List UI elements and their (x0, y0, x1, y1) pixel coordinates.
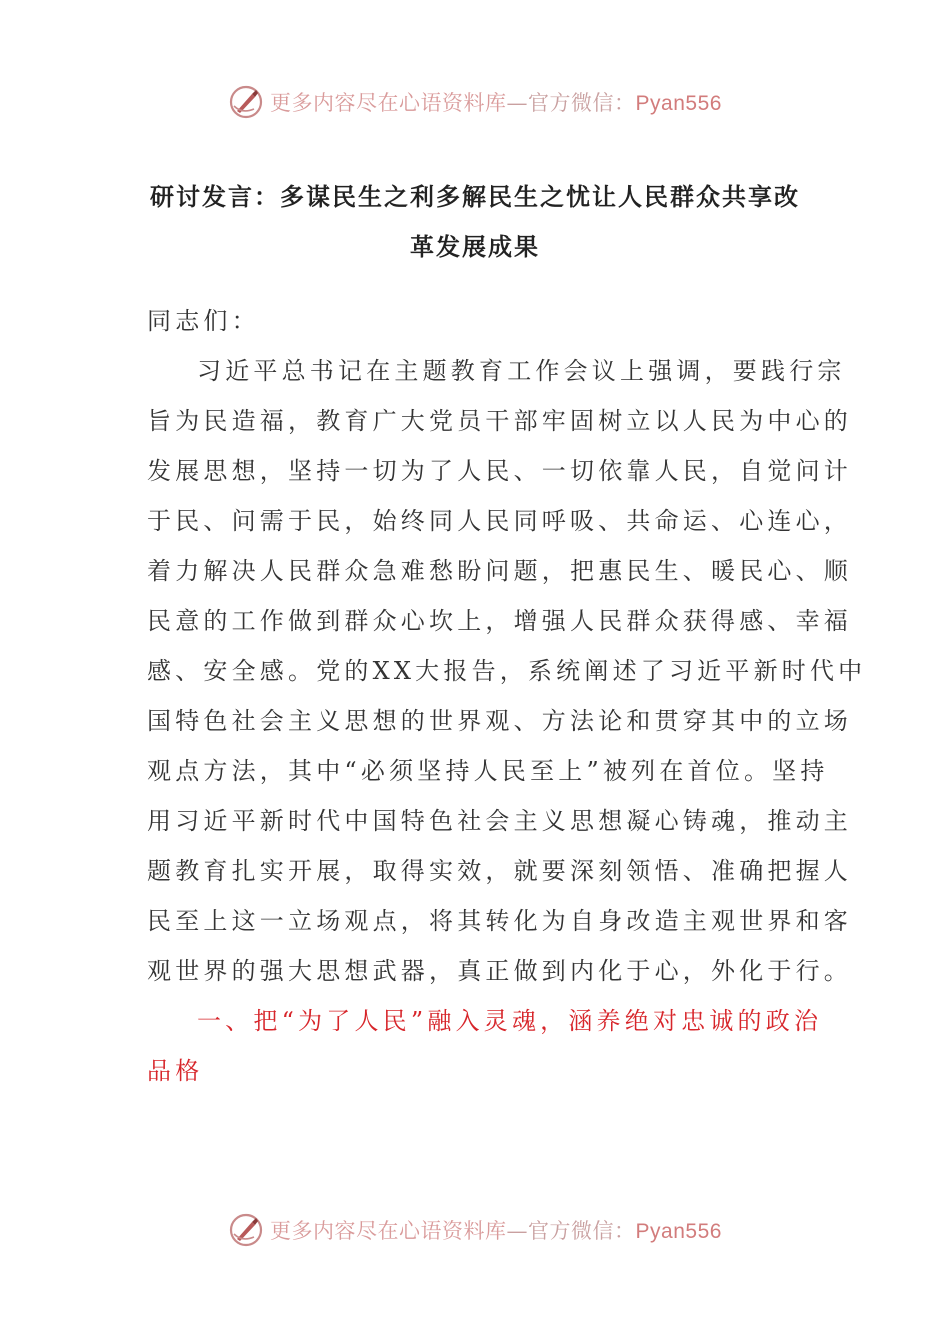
wechat-id: Pyan556 (635, 92, 722, 115)
footer-banner (0, 1210, 950, 1250)
paragraph-line: 发展思想，坚持一切为了人民、一切依靠人民，自觉问计 (147, 457, 852, 485)
paragraph-line: 民意的工作做到群众心坎上，增强人民群众获得感、幸福 (147, 607, 852, 635)
paragraph-line: 于民、问需于民，始终同人民同呼吸、共命运、心连心， (147, 507, 852, 535)
wechat-id: Pyan556 (635, 1220, 722, 1243)
paragraph-line: 习近平总书记在主题教育工作会议上强调，要践行宗 (197, 357, 846, 385)
section-heading-line-2: 品格 (147, 1057, 204, 1085)
brand-text: 更多内容尽在心语资料库 (270, 91, 507, 115)
banner-text (270, 87, 722, 117)
wechat-label: 官方微信： (528, 91, 636, 115)
header-banner (0, 82, 950, 122)
section-heading-line-1: 一、把“为了人民”融入灵魂，涵养绝对忠诚的政治 (197, 1007, 823, 1035)
banner-separator: — (506, 1219, 529, 1243)
pen-logo-icon (228, 84, 264, 120)
paragraph-line: 民至上这一立场观点，将其转化为自身改造主观世界和客 (147, 907, 852, 935)
banner-separator: — (506, 91, 529, 115)
document-title-line-1: 研讨发言：多谋民生之利多解民生之忧让人民群众共享改 (150, 183, 800, 211)
salutation: 同志们： (147, 307, 260, 335)
pen-logo-icon (228, 1212, 264, 1248)
paragraph-line: 着力解决人民群众急难愁盼问题，把惠民生、暖民心、顺 (147, 557, 852, 585)
paragraph-line: 观世界的强大思想武器，真正做到内化于心，外化于行。 (147, 957, 852, 985)
paragraph-line: 国特色社会主义思想的世界观、方法论和贯穿其中的立场 (147, 707, 852, 735)
paragraph-line: 感、安全感。党的XX大报告，系统阐述了习近平新时代中 (147, 657, 867, 685)
wechat-label: 官方微信： (528, 1219, 636, 1243)
paragraph-line: 用习近平新时代中国特色社会主义思想凝心铸魂，推动主 (147, 807, 852, 835)
paragraph-line: 观点方法，其中“必须坚持人民至上”被列在首位。坚持 (147, 757, 829, 785)
document-title-line-2: 革发展成果 (410, 233, 540, 261)
banner-text (270, 1215, 722, 1245)
brand-text: 更多内容尽在心语资料库 (270, 1219, 507, 1243)
paragraph-line: 旨为民造福，教育广大党员干部牢固树立以人民为中心的 (147, 407, 852, 435)
paragraph-line: 题教育扎实开展，取得实效，就要深刻领悟、准确把握人 (147, 857, 852, 885)
